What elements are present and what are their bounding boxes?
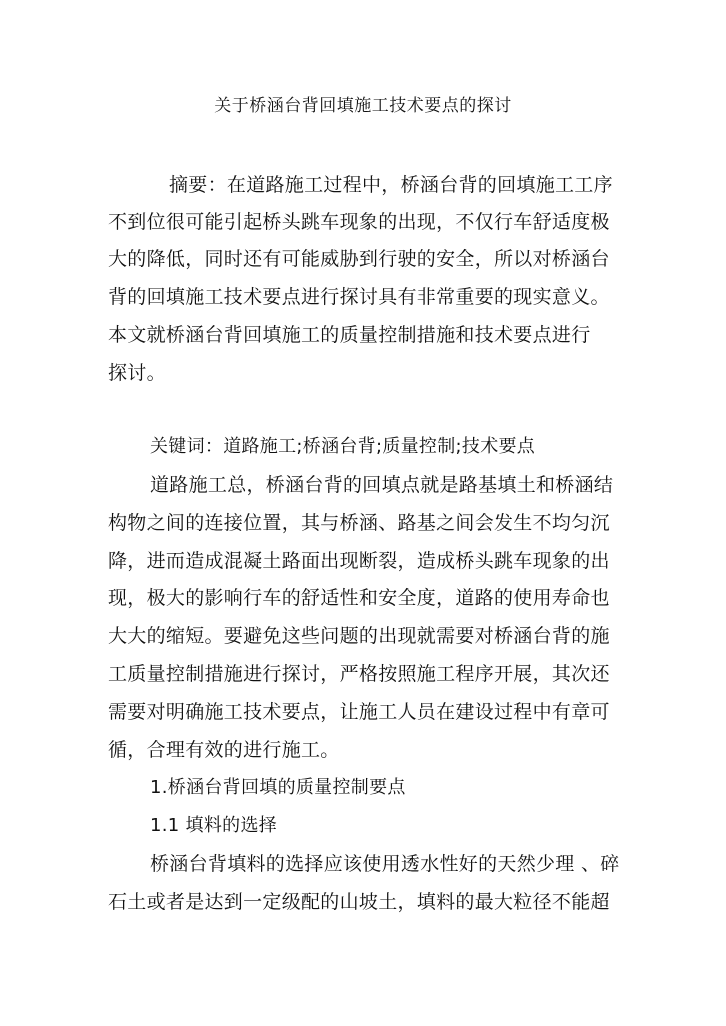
document-title: 关于桥涵台背回填施工技术要点的探讨 [214,96,512,116]
body-line: 构物之间的连接位置，其与桥涵、路基之间会发生不均匀沉 [108,512,610,534]
abstract-line: 大的降低，同时还有可能威胁到行驶的安全，所以对桥涵台 [108,248,610,270]
body-line: 工质量控制措施进行探讨，严格按照施工程序开展，其次还 [108,663,610,685]
abstract-line: 不到位很可能引起桥头跳车现象的出现，不仅行车舒适度极 [108,211,610,233]
body-line: 道路施工总，桥涵台背的回填点就是路基填土和桥涵结 [150,474,614,496]
body-line: 现，极大的影响行车的舒适性和安全度，道路的使用寿命也 [108,587,610,609]
abstract-line: 背的回填施工技术要点进行探讨具有非常重要的现实意义。 [108,286,610,308]
body-line: 石土或者是达到一定级配的山坡土，填料的最大粒径不能超 [108,891,610,913]
body-line: 桥涵台背填料的选择应该使用透水性好的天然少理 、碎 [150,853,620,875]
body-line: 需要对明确施工技术要点，让施工人员在建设过程中有章可 [108,701,610,723]
body-line: 降，进而造成混凝土路面出现断裂，造成桥头跳车现象的出 [108,550,610,572]
abstract-line: 本文就桥涵台背回填施工的质量控制措施和技术要点进行 [108,324,591,346]
abstract-line: 探讨。 [108,362,166,384]
body-line: 循，合理有效的进行施工。 [108,739,340,761]
section-heading: 1.桥涵台背回填的质量控制要点 [150,777,406,798]
abstract-line: 摘要：在道路施工过程中，桥涵台背的回填施工工序 [169,174,613,196]
keywords-line: 关键词：道路施工;桥涵台背;质量控制;技术要点 [150,436,536,457]
body-line: 大大的缩短。要避免这些问题的出现就需要对桥涵台背的施 [108,625,610,647]
subsection-heading: 1.1 填料的选择 [150,815,278,836]
